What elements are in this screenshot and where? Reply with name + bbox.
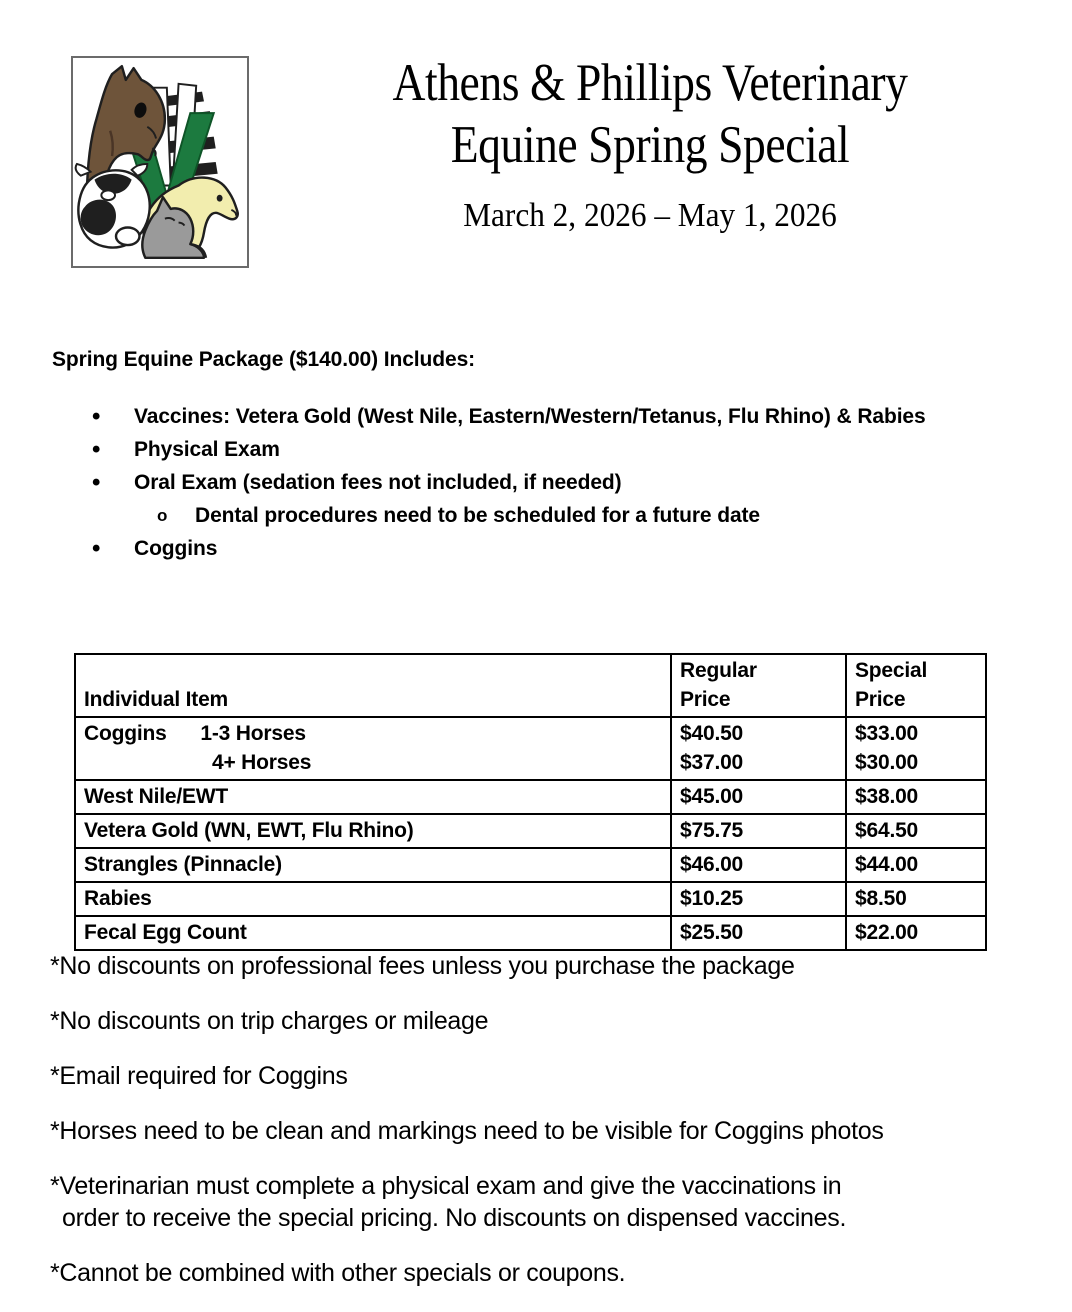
cell-item: Vetera Gold (WN, EWT, Flu Rhino) [75, 814, 671, 848]
footnote [50, 1060, 1060, 1092]
column-header-item: Individual Item [75, 654, 671, 717]
cell-item: Fecal Egg Count [75, 916, 671, 950]
special-price-tier-2: $30.00 [855, 751, 919, 774]
footnote [50, 1257, 1060, 1289]
regular-price-line-2: Price [680, 688, 731, 711]
bullet-icon: • [92, 403, 101, 430]
list-item-label: Vaccines: Vetera Gold (West Nile, Eastern/Western/Tetanus, Flu Rhino) & Rabies [134, 405, 926, 428]
sub-list-item [52, 499, 1032, 532]
list-item-label: Oral Exam (sedation fees not included, if needed) [134, 471, 622, 494]
promotion-date-range: March 2, 2026 – May 1, 2026 [463, 197, 837, 234]
footnote [50, 950, 1060, 982]
sub-list-item-label: Dental procedures need to be scheduled for a future date [195, 504, 761, 527]
circle-bullet-icon: o [157, 506, 168, 525]
list-item [52, 433, 1032, 466]
footnote-text: *Cannot be combined with other specials or coupons. [50, 1259, 626, 1287]
cell-item: Rabies [75, 882, 671, 916]
footnote-text: *Horses need to be clean and markings need to be visible for Coggins photos [50, 1117, 884, 1145]
table-row [75, 916, 986, 950]
special-price-tier-1: $33.00 [855, 722, 919, 745]
coggins-tier-1 [84, 719, 670, 748]
cell-item: Strangles (Pinnacle) [75, 848, 671, 882]
list-item-label: Physical Exam [134, 438, 280, 461]
cell-special-price: $8.50 [846, 882, 986, 916]
veterinary-clinic-logo [71, 56, 249, 268]
footnotes-list [50, 950, 1060, 1312]
cell-regular-price: $25.50 [671, 916, 846, 950]
footnote [50, 1115, 1060, 1147]
footnote-text: *Email required for Coggins [50, 1062, 348, 1090]
bullet-icon: • [92, 535, 101, 562]
column-header-special-price [846, 654, 986, 717]
table-row [75, 780, 986, 814]
cell-item-coggins [75, 717, 671, 780]
cell-special-price: $22.00 [846, 916, 986, 950]
footnote-text: *No discounts on professional fees unless you purchase the package [50, 952, 795, 980]
title-block [270, 52, 1030, 238]
footnote [50, 1005, 1060, 1037]
package-heading: Spring Equine Package ($140.00) Includes: [52, 348, 476, 371]
special-price-line-2: Price [855, 688, 906, 711]
cell-item: West Nile/EWT [75, 780, 671, 814]
cell-regular-price: $75.75 [671, 814, 846, 848]
regular-price-tier-2: $37.00 [680, 751, 744, 774]
footnote-text: *Veterinarian must complete a physical exam and give the vaccinations in [50, 1172, 842, 1200]
footnote [50, 1170, 1060, 1234]
column-header-regular-price [671, 654, 846, 717]
list-item [52, 400, 1032, 433]
page-title-line-1: Athens & Phillips Veterinary [392, 54, 908, 112]
list-item-label: Coggins [134, 537, 218, 560]
cell-regular-price [671, 717, 846, 780]
footnote-text: *No discounts on trip charges or mileage [50, 1007, 489, 1035]
cell-special-price: $38.00 [846, 780, 986, 814]
cell-regular-price: $10.25 [671, 882, 846, 916]
document-header [0, 0, 1072, 290]
cell-regular-price: $46.00 [671, 848, 846, 882]
coggins-tier-1-detail: 1-3 Horses [200, 722, 306, 745]
footnote-continuation: order to receive the special pricing. No discounts on dispensed vaccines. [62, 1204, 847, 1232]
cell-special-price [846, 717, 986, 780]
cell-special-price: $44.00 [846, 848, 986, 882]
table-row [75, 848, 986, 882]
bullet-icon: • [92, 469, 101, 496]
special-price-line-1: Special [855, 659, 928, 682]
bullet-icon: • [92, 436, 101, 463]
package-inclusions-list [52, 400, 1032, 565]
table-row [75, 882, 986, 916]
regular-price-tier-1: $40.50 [680, 722, 744, 745]
list-item [52, 466, 1032, 499]
regular-price-line-1: Regular [680, 659, 757, 682]
cell-regular-price: $45.00 [671, 780, 846, 814]
logo-artwork [73, 58, 247, 266]
coggins-label: Coggins [84, 722, 167, 745]
page-title-line-2: Equine Spring Special [450, 116, 850, 174]
coggins-tier-2: 4+ Horses [212, 751, 312, 774]
table-row [75, 717, 986, 780]
pricing-table [74, 653, 987, 951]
table-header-row [75, 654, 986, 717]
table-row [75, 814, 986, 848]
cell-special-price: $64.50 [846, 814, 986, 848]
list-item [52, 532, 1032, 565]
